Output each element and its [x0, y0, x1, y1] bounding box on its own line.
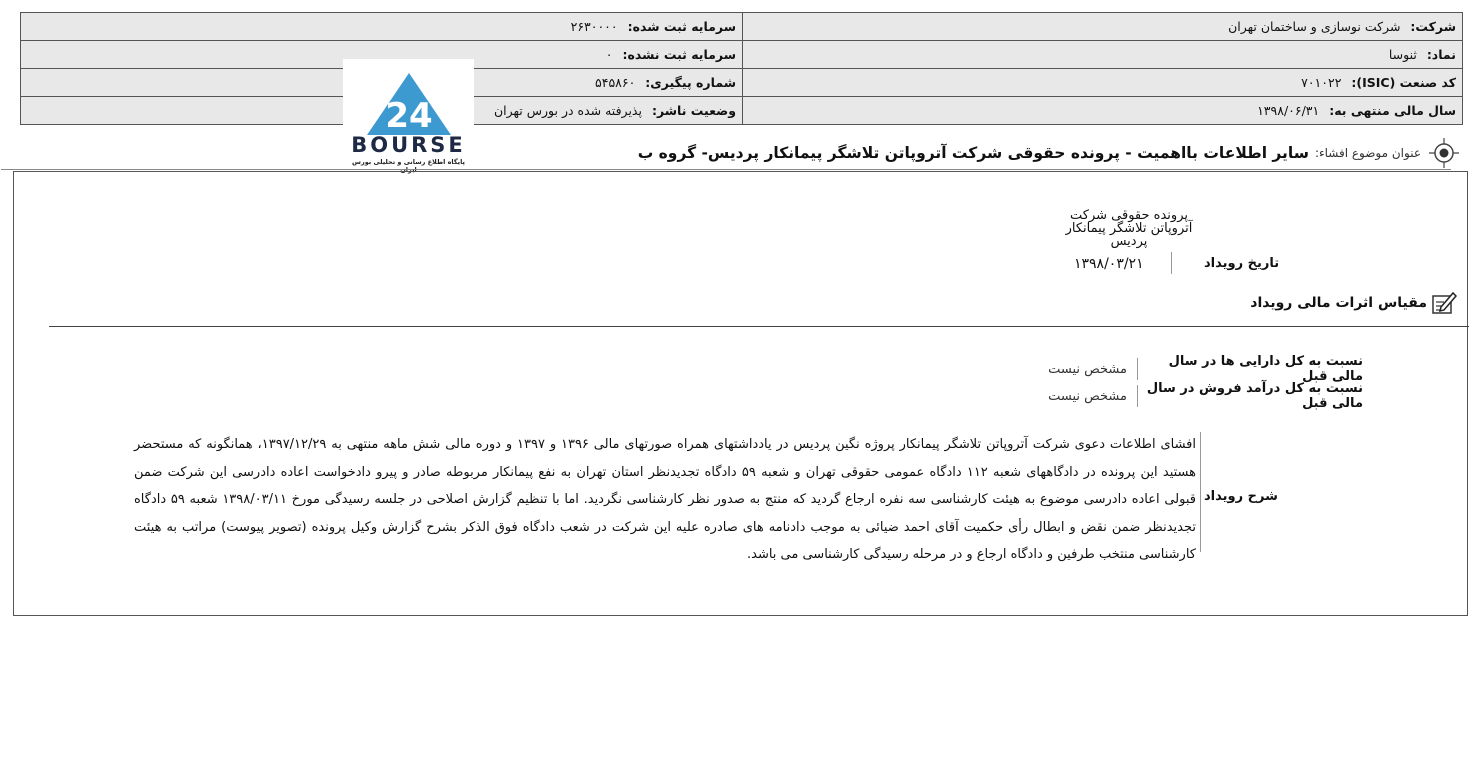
- assets-ratio-row: [1048, 354, 1363, 384]
- subject-title: سایر اطلاعات بااهمیت - پرونده حقوقی شرکت آتروپاتن تلاشگر پیمانکار پردیس- گروه ب: [637, 144, 1309, 162]
- symbol-label: نماد:: [1426, 47, 1456, 62]
- event-title: پرونده حقوقی شرکت آتروپاتن تلاشگر پیمانکار پردیس: [1065, 208, 1193, 249]
- tracking-value: ۵۴۵۸۶۰: [595, 75, 636, 90]
- subject-label: عنوان موضوع افشاء:: [1314, 146, 1421, 160]
- publisher-label: وضعیت ناشر:: [651, 103, 736, 118]
- tracking-label: شماره پیگیری:: [645, 75, 736, 90]
- isic-value: ۷۰۱۰۲۲: [1301, 75, 1342, 90]
- description-divider: [1200, 432, 1201, 552]
- logo-subtitle: پایگاه اطلاع رسانی و تحلیلی بورس ایران: [352, 158, 465, 174]
- assets-ratio-value: مشخص نیست: [1048, 361, 1127, 377]
- section-divider: [49, 326, 1469, 327]
- disclosure-subject: [638, 136, 1459, 170]
- description-label: شرح رویداد: [1204, 489, 1278, 504]
- registered-capital-label: سرمایه ثبت شده:: [627, 19, 736, 34]
- info-row: [21, 69, 1463, 97]
- company-value: شرکت نوسازی و ساختمان تهران: [1228, 19, 1401, 34]
- isic-label: کد صنعت (ISIC):: [1351, 75, 1456, 90]
- date-divider: [1171, 252, 1172, 274]
- company-cell: [743, 13, 1463, 41]
- target-icon: [1429, 138, 1459, 168]
- event-date-label: تاریخ رویداد: [1204, 256, 1280, 271]
- publisher-value: پذیرفته شده در بورس تهران: [494, 103, 642, 118]
- description-text: افشای اطلاعات دعوی شرکت آتروپاتن تلاشگر پیمانکار پروژه نگین پردیس در یادداشتهای همراه صورتهای مالی ۱۳۹۶ و ۱۳۹۷ و دوره مالی شش ماهه منتهی به ۱۳۹۷/۱۲/۲۹، همانگونه که مستحضر هستید این پرونده در دادگاههای شعبه ۱۱۲ دادگاه عمومی حقوقی تهران و شعبه ۵۹ دادگاه تجدیدنظر استان تهران به نفع پیمانکار مربوطه صادر و پیرو دادخواست اعاده دادرسی این شرکت ضمن قبولی اعاده دادرسی موضوع به هیئت کارشناسی سه نفره ارجاع گردید که منتج به صدور نظر کارشناسی نگردید. اما با تنظیم گزارش اصلاحی در جلسه رسیدگی مورخ ۱۳۹۸/۰۳/۱۱ شعبه ۵۹ دادگاه تجدیدنظر ضمن نقض و ابطال رأی حکمیت آقای احمد ضیائی به موجب دادنامه های صادره علیه این شرکت در شعب دادگاه فوق الذکر بشرح گزارش وکیل پرونده (تصویر پیوست) مراتب به هیئت کارشناسی منتخب طرفین و دادگاه ارجاع و در مرحله رسیدگی کارشناسی می باشد.: [134, 437, 1197, 562]
- logo-triangle-icon: [365, 71, 453, 137]
- info-row: [21, 13, 1463, 41]
- revenue-ratio-divider: [1137, 385, 1138, 407]
- fiscal-cell: [743, 97, 1463, 125]
- financial-scale-heading: [1250, 291, 1457, 315]
- registered-capital-value: ۲۶۳۰۰۰۰: [570, 19, 618, 34]
- info-row: [21, 97, 1463, 125]
- company-info-table: [20, 12, 1463, 125]
- company-label: شرکت:: [1410, 19, 1456, 34]
- registered-capital-cell: [21, 13, 743, 41]
- unregistered-capital-label: سرمایه ثبت نشده:: [622, 47, 736, 62]
- isic-cell: [743, 69, 1463, 97]
- fiscal-value: ۱۳۹۸/۰۶/۳۱: [1257, 103, 1320, 118]
- symbol-cell: [743, 41, 1463, 69]
- event-date-value: ۱۳۹۸/۰۳/۲۱: [1074, 256, 1144, 272]
- revenue-ratio-label: نسبت به کل درآمد فروش در سال مالی قبل: [1146, 381, 1363, 411]
- edit-note-icon: [1431, 291, 1457, 315]
- logo-word: BOURSE: [351, 133, 466, 157]
- fiscal-label: سال مالی منتهی به:: [1329, 103, 1456, 118]
- assets-ratio-label: نسبت به کل دارایی ها در سال مالی قبل: [1168, 354, 1363, 384]
- unregistered-capital-value: ۰: [605, 47, 613, 62]
- financial-scale-title: مقیاس اثرات مالی رویداد: [1250, 295, 1427, 311]
- logo-number: 24: [384, 96, 433, 136]
- assets-ratio-divider: [1137, 358, 1138, 380]
- revenue-ratio-value: مشخص نیست: [1048, 388, 1127, 404]
- subject-underline: [1, 169, 1451, 170]
- revenue-ratio-row: [1048, 381, 1363, 411]
- event-panel: [13, 171, 1468, 616]
- info-row: [21, 41, 1463, 69]
- symbol-value: ثنوسا: [1388, 47, 1417, 62]
- bourse24-logo: [343, 59, 474, 183]
